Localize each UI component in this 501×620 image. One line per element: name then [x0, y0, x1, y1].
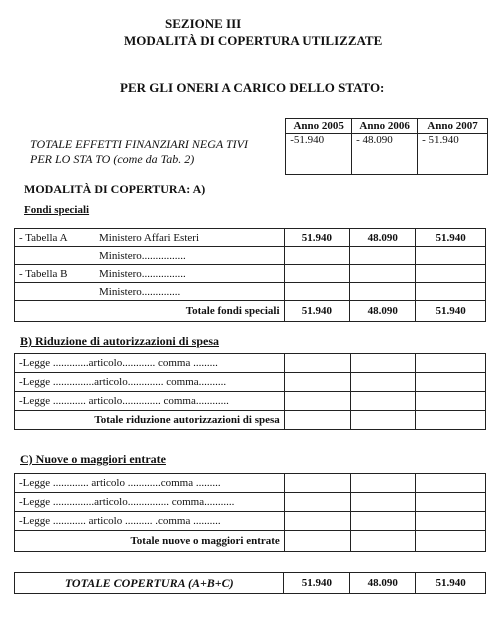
fondi-total-value: 48.090 — [350, 301, 416, 322]
fondi-heading: Fondi speciali — [24, 204, 90, 216]
fondi-total-value: 51.940 — [416, 301, 486, 322]
totale-copertura-value: 51.940 — [284, 573, 350, 594]
fondi-value — [350, 283, 416, 301]
modalita-label: MODALITÀ DI COPERTURA: A) — [24, 182, 206, 196]
tabella-label: - Tabella B — [19, 267, 68, 280]
entrate-row-label: -Legge ............ articolo .......... .comma .......... — [15, 512, 285, 531]
riduzione-heading — [20, 334, 219, 349]
entrate-heading — [20, 452, 166, 467]
fondi-value: 48.090 — [350, 229, 416, 247]
entrate-table — [14, 473, 486, 552]
totale-effetti-value: - 48.090 — [352, 134, 418, 175]
fondi-value — [416, 247, 486, 265]
year-header: Anno 2006 — [352, 119, 418, 134]
fondi-value — [416, 283, 486, 301]
table-row — [15, 573, 486, 594]
table-row — [15, 474, 486, 493]
table-row — [15, 265, 486, 283]
table-row — [15, 531, 486, 552]
ministero-label: Ministero.............. — [99, 285, 181, 298]
table-row — [15, 493, 486, 512]
year-header: Anno 2005 — [286, 119, 352, 134]
totale-effetti-label-1: TOTALE EFFETTI FINANZIARI NEGA TIVI — [30, 136, 249, 151]
fondi-value: 51.940 — [284, 229, 350, 247]
riduzione-heading-text: B) Riduzione di autorizzazioni di spesa — [20, 334, 220, 348]
fondi-value — [350, 247, 416, 265]
fondi-value — [416, 265, 486, 283]
entrate-heading-text: C) Nuove o maggiori entrate — [20, 452, 166, 466]
entrate-row-label: -Legge ............. articolo ............comma ......... — [15, 474, 285, 493]
fondi-value — [284, 265, 350, 283]
fondi-table — [14, 228, 486, 322]
table-row — [15, 373, 486, 392]
table-row — [15, 392, 486, 411]
fondi-total-value: 51.940 — [284, 301, 350, 322]
totale-copertura-value: 48.090 — [350, 573, 416, 594]
fondi-value: 51.940 — [416, 229, 486, 247]
ministero-label: Ministero................ — [99, 249, 186, 262]
table-row — [15, 354, 486, 373]
fondi-value — [284, 247, 350, 265]
riduzione-row-label: -Legge .............articolo............ comma ......... — [15, 354, 285, 373]
fondi-value — [284, 283, 350, 301]
riduzione-table — [14, 353, 486, 430]
fondi-value — [350, 265, 416, 283]
year-header: Anno 2007 — [418, 119, 488, 134]
table-row — [15, 301, 486, 322]
riduzione-row-label: -Legge ............ articolo.............. comma............ — [15, 392, 285, 411]
totale-copertura-value: 51.940 — [416, 573, 486, 594]
section-subtitle: PER GLI ONERI A CARICO DELLO STATO: — [120, 80, 385, 95]
fondi-total-label: Totale fondi speciali — [15, 301, 285, 322]
table-row — [15, 229, 486, 247]
section-title: MODALITÀ DI COPERTURA UTILIZZATE — [124, 33, 383, 48]
tabella-label: - Tabella A — [19, 231, 68, 244]
ministero-label: Ministero................ — [99, 267, 186, 280]
totale-copertura-table — [14, 572, 486, 594]
totale-effetti-table — [26, 118, 488, 175]
section-number: SEZIONE III — [165, 16, 242, 31]
entrate-row-label: -Legge ...............articolo............... comma........... — [15, 493, 285, 512]
riduzione-row-label: -Legge ...............articolo............. comma.......... — [15, 373, 285, 392]
table-row — [15, 247, 486, 265]
table-row — [15, 411, 486, 430]
totale-effetti-value: - 51.940 — [418, 134, 488, 175]
table-row — [15, 283, 486, 301]
totale-effetti-label-2: PER LO STA TO (come da Tab. 2) — [30, 151, 195, 166]
table-row — [15, 512, 486, 531]
ministero-label: Ministero Affari Esteri — [99, 231, 199, 244]
entrate-total-label: Totale nuove o maggiori entrate — [15, 531, 285, 552]
riduzione-total-label: Totale riduzione autorizzazioni di spesa — [15, 411, 285, 430]
totale-effetti-value: -51.940 — [286, 134, 352, 175]
totale-copertura-label: TOTALE COPERTURA (A+B+C) — [15, 573, 284, 594]
